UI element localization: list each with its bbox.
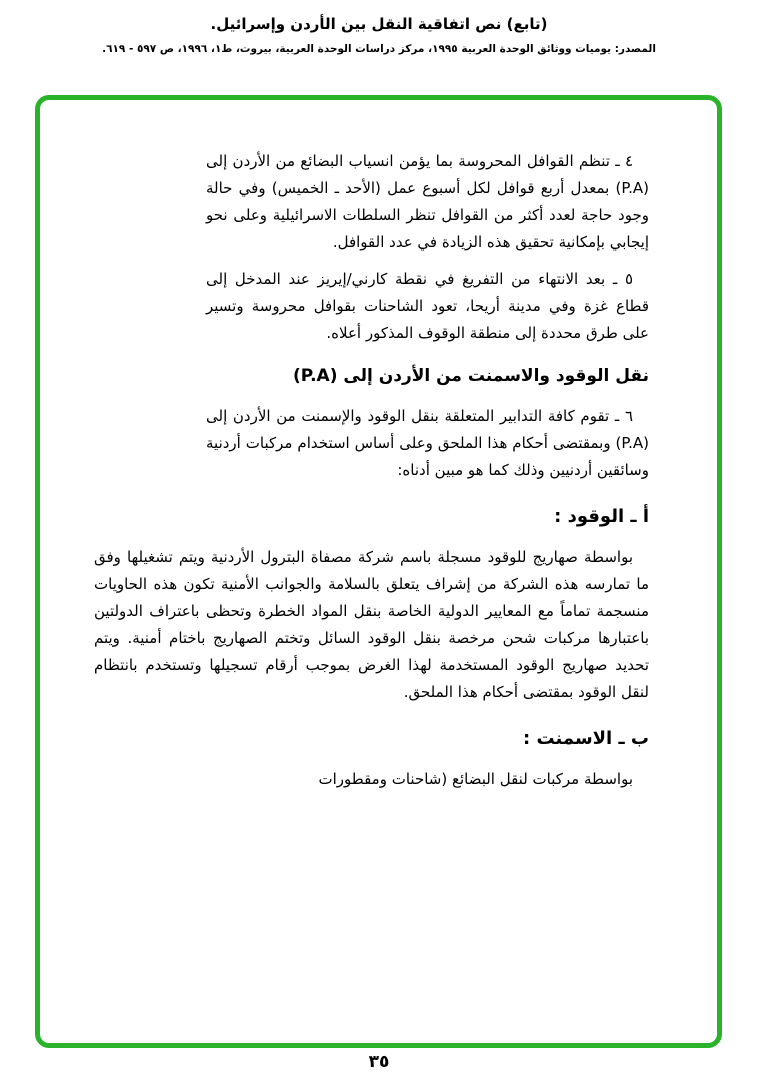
green-border-frame bbox=[35, 95, 722, 1048]
document-content bbox=[40, 100, 717, 793]
document-title: (تابع) نص اتفاقية النقل بين الأردن وإسرائيل. bbox=[210, 15, 548, 33]
paragraph-fuel-tankers: بواسطة صهاريج للوقود مسجلة باسم شركة مصفاة البترول الأردنية ويتم تشغيلها وفق ما تمارسه هذه الشركة من إشراف يتعلق بالسلامة والجوانب الأمنية تكون هذه الحاويات منسجمة تماماً مع المعايير الدولية الخاصة بنقل المواد الخطرة وتحظى باعتراف الدولتين باعتبارها مركبات شحن مرخصة بنقل الوقود السائل وتختم الصهاريج باختام أمنية. ويتم تحديد صهاريج الوقود المستخدمة لهذا الغرض بموجب أرقام تسجيلها وتستخدم بانتظام لنقل الوقود بمقتضى أحكام هذا الملحق. bbox=[94, 548, 649, 701]
paragraph-cement-vehicles: بواسطة مركبات لنقل البضائع (شاحنات ومقطورات bbox=[318, 770, 633, 788]
source-citation-line: المصدر: يوميات ووثائق الوحدة العربية ١٩٩٥، مركز دراسات الوحدة العربية، بيروت، ط١، ١٩٩٦، ص ٥٩٧ - ٦١٩. bbox=[102, 43, 656, 55]
paragraph-6-measures: ٦ ـ تقوم كافة التدابير المتعلقة بنقل الوقود والإسمنت من الأردن إلى (P.A) وبمقتضى أحكام هذا الملحق وعلى أساس استخدام مركبات أردنية وسائقين أردنيين وذلك كما هو مبين أدناه: bbox=[206, 407, 649, 479]
page-header bbox=[0, 0, 758, 55]
page-footer bbox=[0, 1052, 758, 1072]
paragraph-4-convoys: ٤ ـ تنظم القوافل المحروسة بما يؤمن انسياب البضائع من الأردن إلى (P.A) بمعدل أربع قوافل لكل أسبوع عمل (الأحد ـ الخميس) وفي حالة وجود حاجة لعدد أكثر من القوافل تنظر السلطات الاسرائيلية وعلى نحو إيجابي بإمكانية تحقيق هذه الزيادة في عدد القوافل. bbox=[206, 152, 649, 251]
heading-b-cement: ب ـ الاسمنت : bbox=[523, 728, 649, 749]
heading-fuel-cement-transport: نقل الوقود والاسمنت من الأردن إلى (P.A) bbox=[292, 366, 649, 386]
page-number: ٣٥ bbox=[368, 1052, 390, 1072]
heading-a-fuel: أ ـ الوقود : bbox=[554, 506, 649, 527]
paragraph-5-unloading: ٥ ـ بعد الانتهاء من التفريغ في نقطة كارني/إيريز عند المدخل إلى قطاع غزة وفي مدينة أريحا، تعود الشاحنات بقوافل محروسة وتسير على طرق محددة إلى منطقة الوقوف المذكور أعلاه. bbox=[206, 270, 649, 342]
